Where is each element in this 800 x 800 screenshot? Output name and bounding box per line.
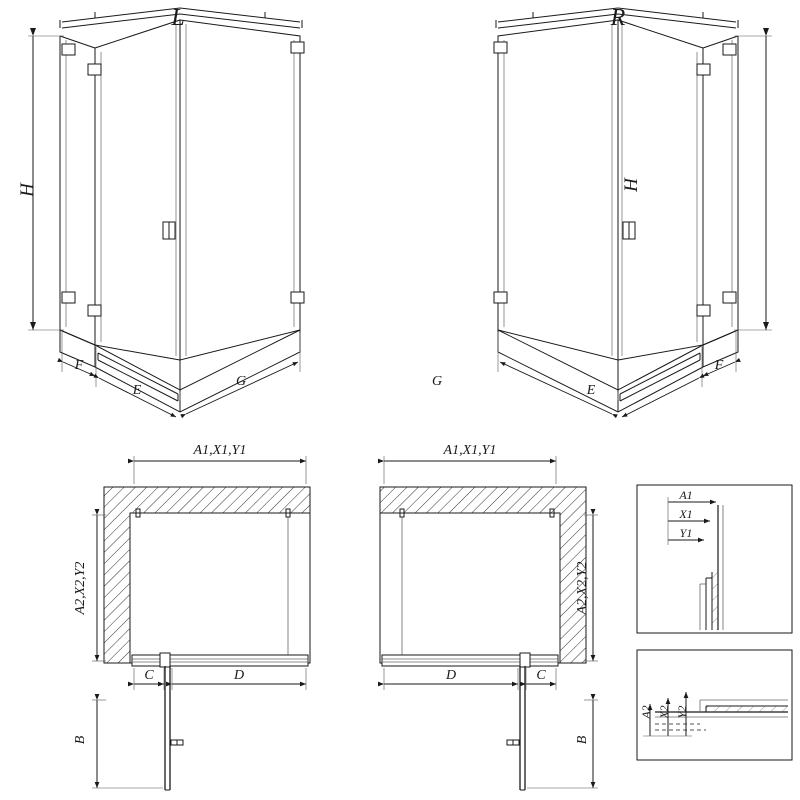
label-h-left: H bbox=[17, 183, 38, 197]
label-b-left: B bbox=[73, 735, 88, 745]
detail-view-top bbox=[637, 485, 792, 633]
dimension-h-right bbox=[734, 36, 772, 330]
label-b-right: B bbox=[575, 735, 590, 745]
label-variant-r: R bbox=[610, 5, 626, 31]
label-detail-a1: A1 bbox=[679, 488, 693, 502]
label-e-left: E bbox=[132, 383, 142, 398]
dimension-a1x1y1-right bbox=[384, 456, 556, 484]
dimension-a1x1y1-left bbox=[134, 456, 306, 484]
label-a2x2y2-right: A2,X2,Y2 bbox=[575, 561, 590, 615]
label-detail-y1: Y1 bbox=[679, 526, 693, 540]
dimension-dc-right bbox=[384, 668, 556, 690]
label-h-right: H bbox=[621, 178, 642, 192]
label-f-left: F bbox=[74, 358, 84, 373]
label-variant-l: L bbox=[171, 5, 185, 31]
door-handle-right bbox=[623, 222, 635, 239]
label-detail-a2: A2 bbox=[639, 705, 653, 719]
dimension-b-left bbox=[92, 700, 163, 788]
dimension-cd-left bbox=[134, 668, 306, 690]
label-a1x1y1-left: A1,X1,Y1 bbox=[193, 443, 247, 458]
dimension-h-left bbox=[28, 36, 64, 330]
label-c-left: C bbox=[144, 668, 154, 683]
iso-view-right bbox=[494, 8, 772, 417]
label-g-left: G bbox=[235, 374, 247, 389]
label-e-right: E bbox=[586, 383, 596, 398]
plan-view-right bbox=[380, 456, 598, 790]
iso-view-left bbox=[28, 8, 304, 417]
door-handle-left bbox=[163, 222, 175, 239]
plan-view-left bbox=[92, 456, 310, 790]
label-detail-x2: X2 bbox=[657, 705, 671, 719]
label-g-right: G bbox=[431, 374, 443, 389]
detail-view-bottom bbox=[637, 650, 792, 760]
label-d-left: D bbox=[233, 668, 245, 683]
label-d-right: D bbox=[445, 668, 457, 683]
label-a2x2y2-left: A2,X2,Y2 bbox=[73, 561, 88, 615]
label-detail-x1: X1 bbox=[679, 507, 693, 521]
label-c-right: C bbox=[536, 668, 546, 683]
label-f-right: F bbox=[714, 358, 724, 373]
label-a1x1y1-right: A1,X1,Y1 bbox=[443, 443, 497, 458]
label-detail-y2: Y2 bbox=[675, 705, 689, 719]
